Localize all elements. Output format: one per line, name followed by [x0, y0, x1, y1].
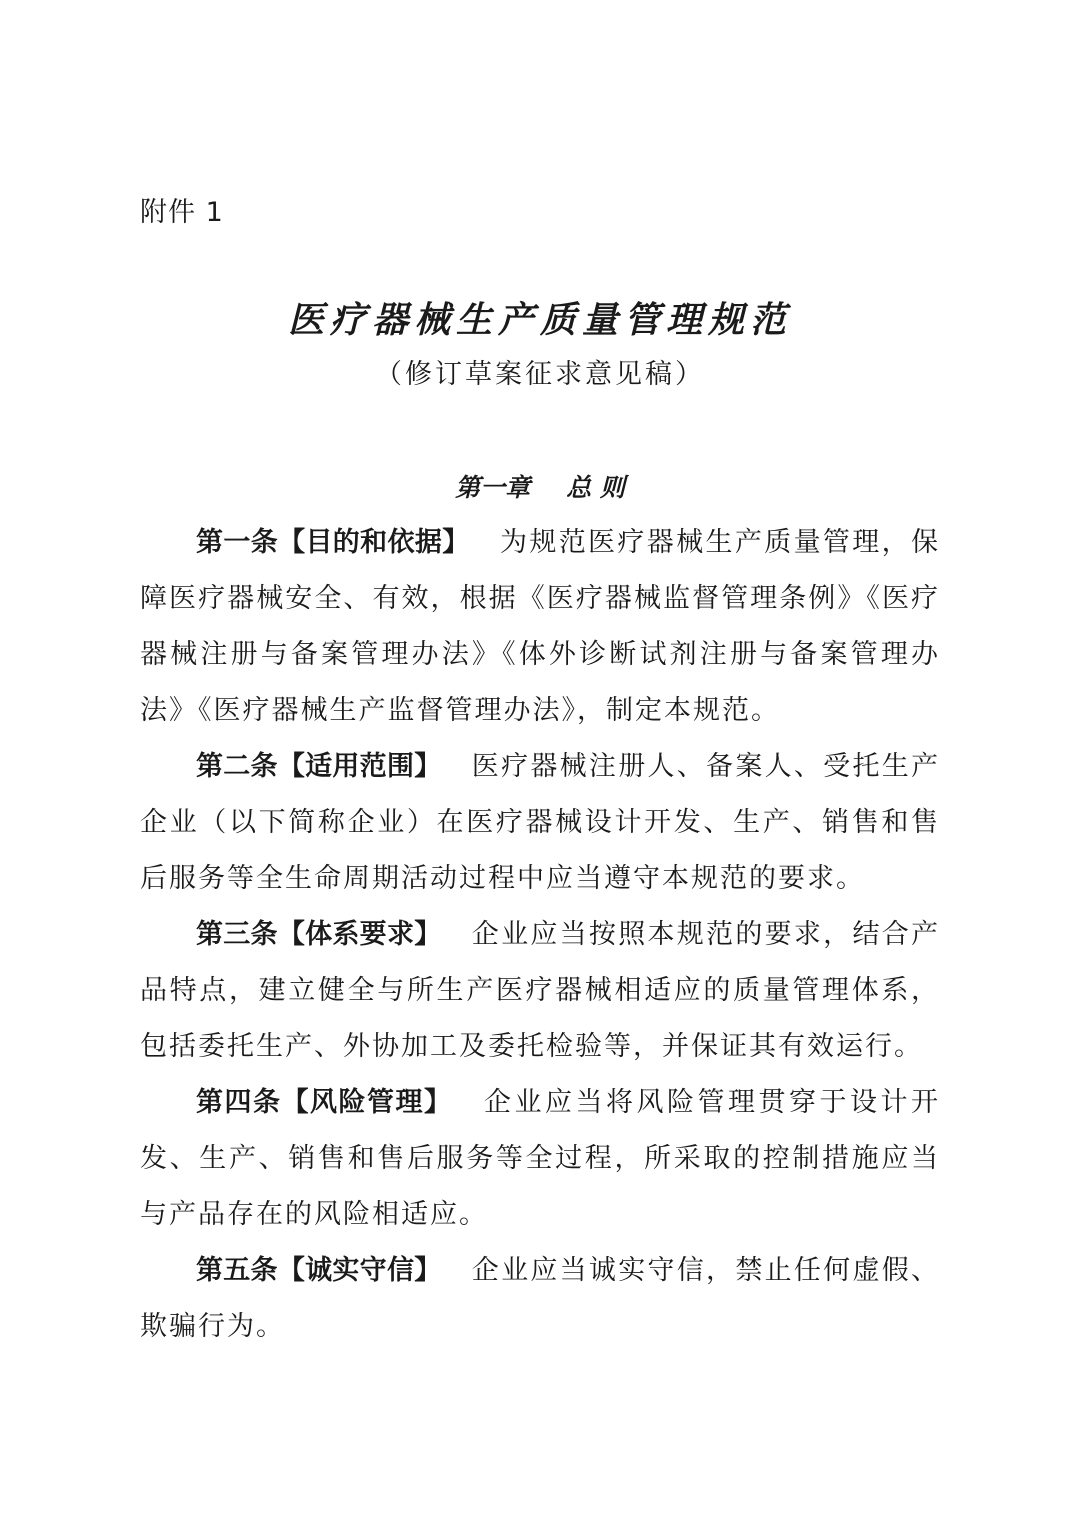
article-heading: 第一条【目的和依据】 — [196, 527, 470, 558]
article-text: 为规范医疗器械生产质量管理，保障医疗器械安全、有效，根据《医疗器械监督管理条例》《医疗器械注册与备案管理办法》《体外诊断试剂注册与备案管理办法》《医疗器械生产监督管理办法》，制定本规范。 — [140, 527, 941, 726]
article-heading: 第四条【风险管理】 — [196, 1087, 453, 1118]
article-2 — [140, 739, 940, 907]
article-3 — [140, 907, 940, 1075]
chapter-heading — [0, 468, 1080, 504]
article-5 — [140, 1243, 940, 1355]
attachment-label: 附件 1 — [140, 197, 224, 228]
document-title: 医疗器械生产质量管理规范 — [287, 300, 792, 341]
article-heading: 第二条【适用范围】 — [196, 751, 442, 782]
chapter-name: 总 则 — [566, 473, 625, 502]
article-text: 企业应当按照本规范的要求，结合产品特点，建立健全与所生产医疗器械相适应的质量管理体系，包括委托生产、外协加工及委托检验等，并保证其有效运行。 — [140, 919, 941, 1062]
document-subtitle: （修订草案征求意见稿） — [375, 359, 705, 390]
article-heading: 第五条【诚实守信】 — [196, 1255, 442, 1286]
article-heading: 第三条【体系要求】 — [196, 919, 442, 950]
article-text: 医疗器械注册人、备案人、受托生产企业（以下简称企业）在医疗器械设计开发、生产、销售和售后服务等全生命周期活动过程中应当遵守本规范的要求。 — [140, 751, 941, 894]
chapter-number: 第一章 — [455, 473, 531, 502]
article-text: 企业应当将风险管理贯穿于设计开发、生产、销售和售后服务等全过程，所采取的控制措施应当与产品存在的风险相适应。 — [140, 1087, 940, 1230]
article-4 — [140, 1075, 940, 1243]
article-text: 企业应当诚实守信，禁止任何虚假、欺骗行为。 — [140, 1255, 941, 1342]
article-1 — [140, 515, 940, 739]
document-body — [140, 515, 940, 1355]
